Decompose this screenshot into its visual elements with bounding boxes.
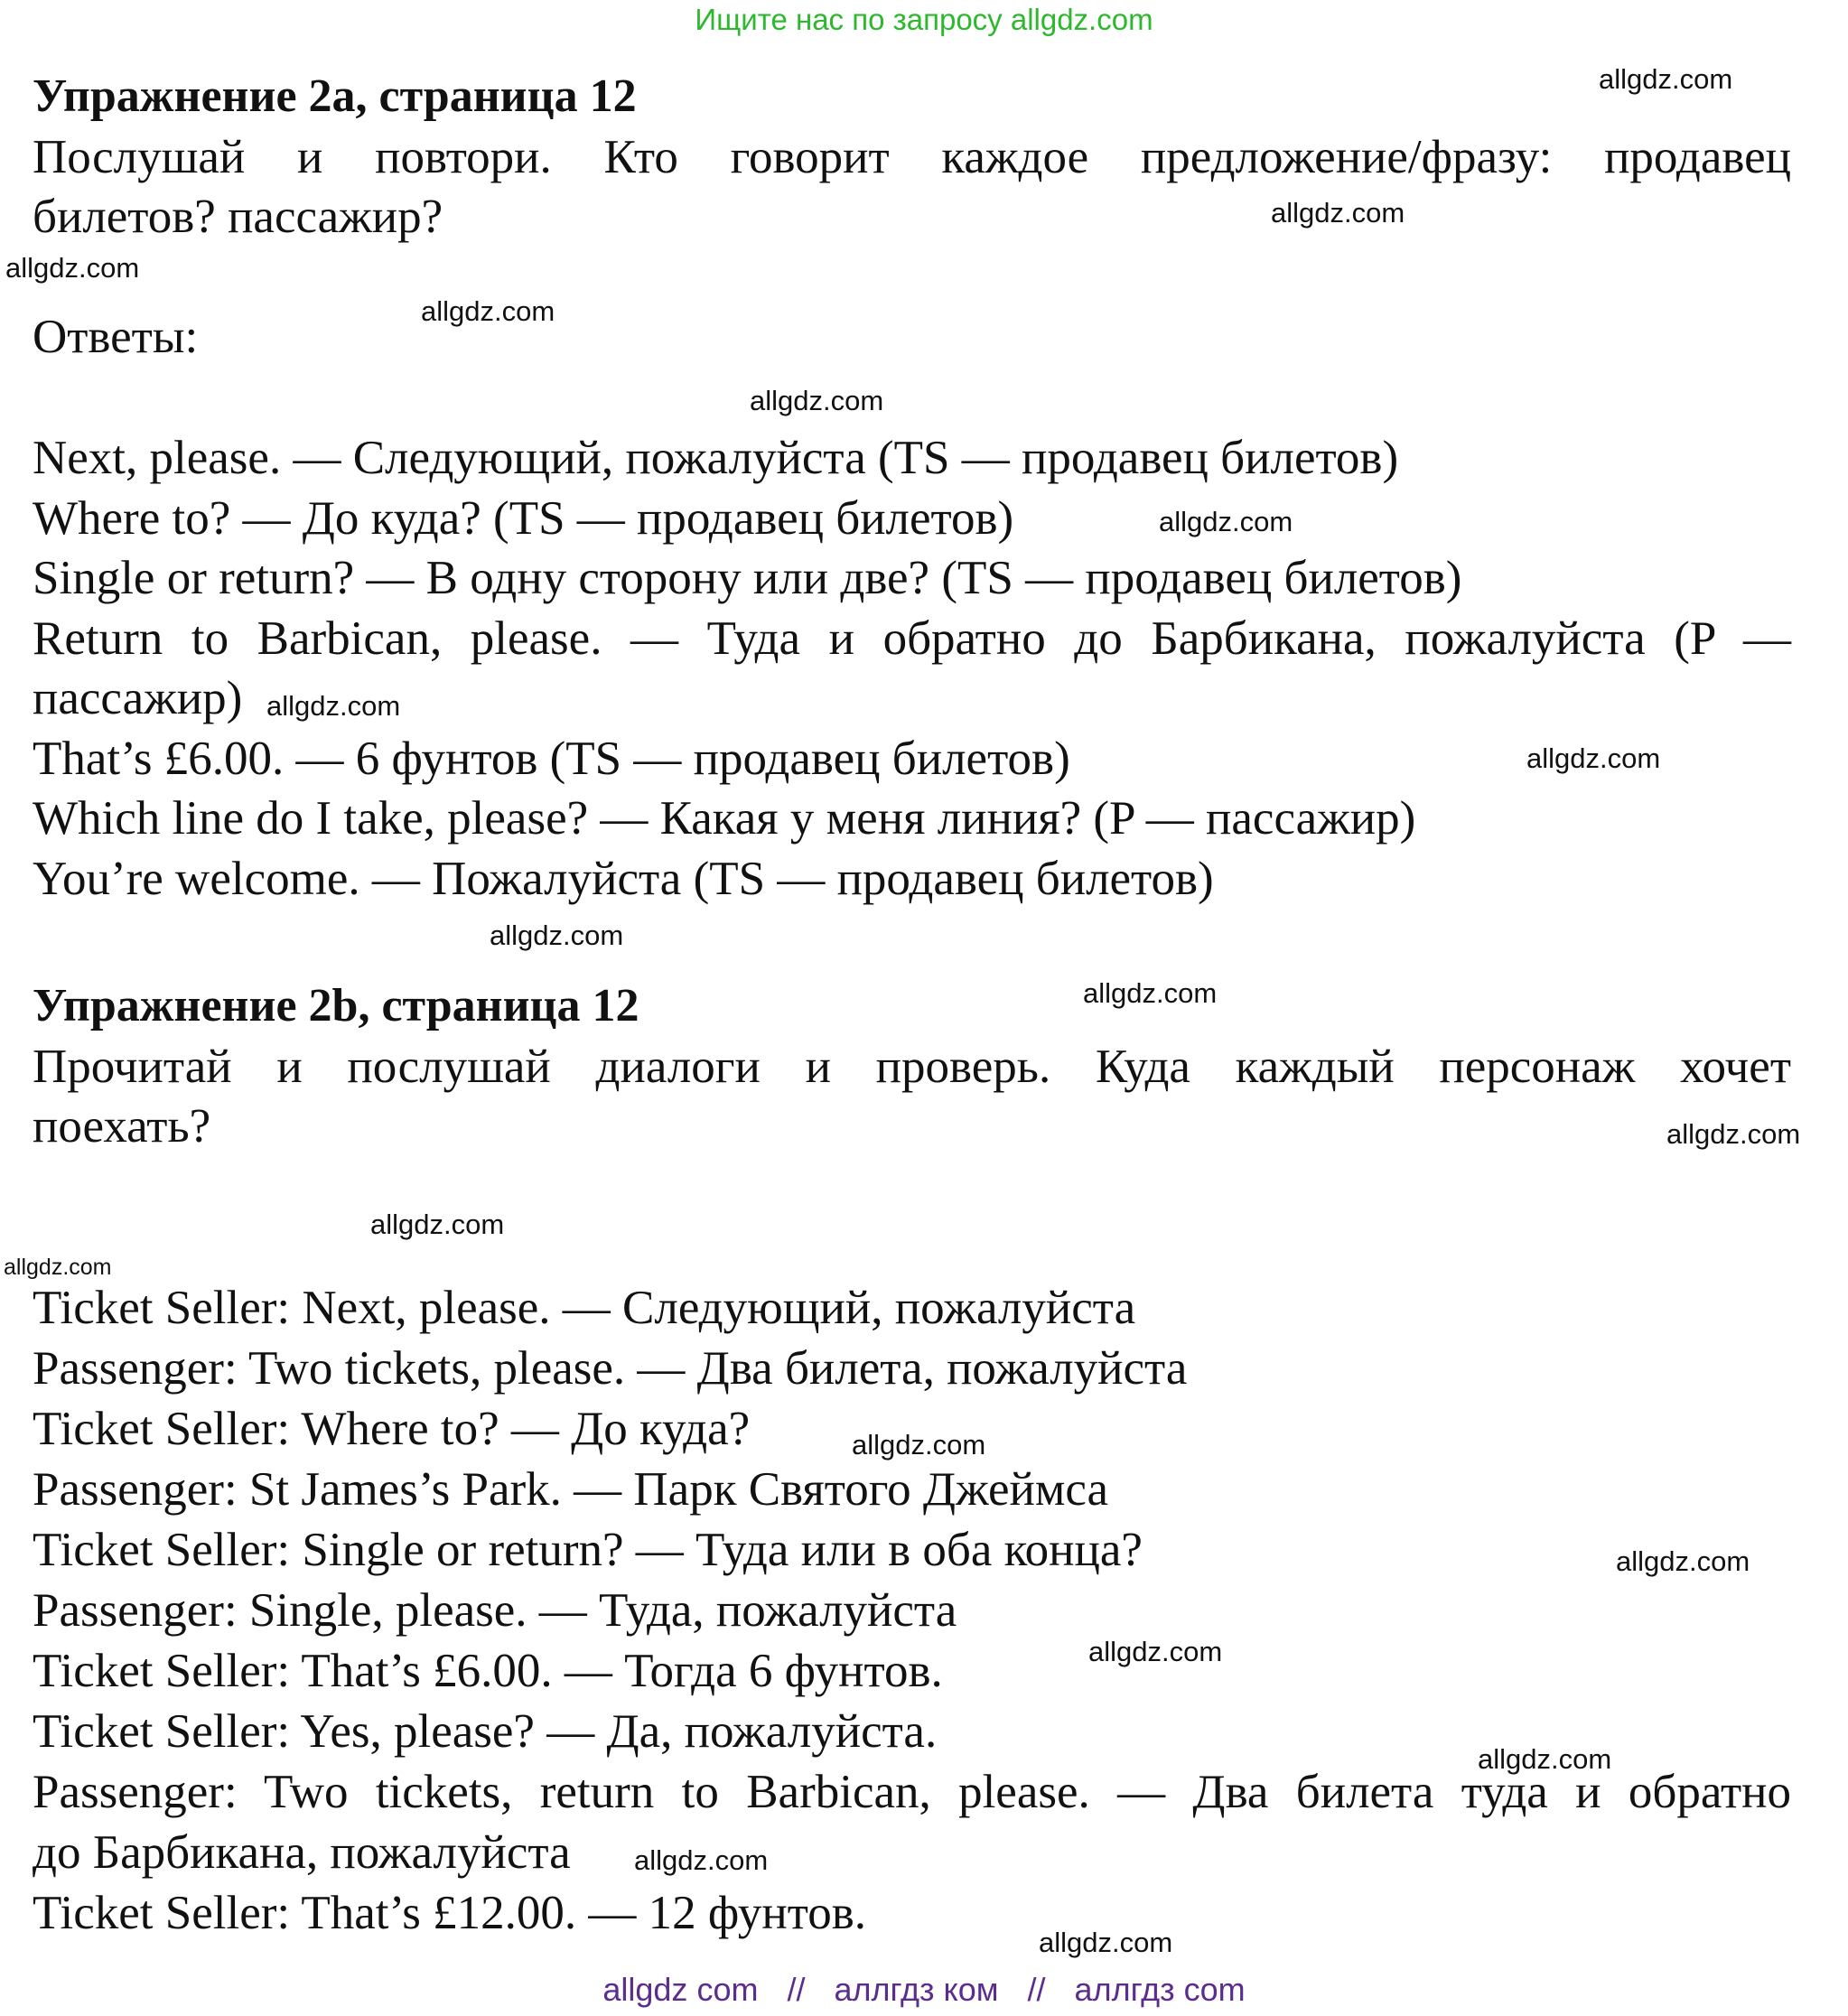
watermark: allgdz.com [1088, 1636, 1223, 1667]
exercise-2b-instruction-line-1: Прочитай и послушай диалоги и проверь. Куда каждый персонаж хочет [33, 1041, 1791, 1093]
exercise-2a-instruction-line-1: Послушай и повтори. Кто говорит каждое предложение/фразу: продавец [33, 131, 1791, 183]
watermark: allgdz.com [1083, 977, 1218, 1009]
dialogue-line: Passenger: Single, please. — Туда, пожалуйста [33, 1584, 957, 1637]
answer-line: Where to? — До куда? (TS — продавец билетов) [33, 492, 1014, 545]
dialogue-line: Passenger: Two tickets, return to Barbican, please. — Два билета туда и обратно [33, 1766, 1791, 1818]
exercise-2a-instruction-line-2: билетов? пассажир? [33, 191, 443, 243]
watermark: allgdz.com [266, 690, 401, 722]
footer-link[interactable]: allgdz com [602, 1971, 759, 2008]
dialogue-line: Ticket Seller: That’s £6.00. — Тогда 6 фунтов. [33, 1645, 943, 1697]
dialogue-line: Ticket Seller: Yes, please? — Да, пожалуйста. [33, 1705, 938, 1758]
exercise-2b-title: Упражнение 2b, страница 12 [33, 980, 639, 1031]
watermark: allgdz.com [1616, 1545, 1750, 1577]
watermark: allgdz.com [1526, 742, 1661, 774]
watermark: allgdz.com [1159, 506, 1293, 537]
watermark: allgdz.com [750, 385, 884, 416]
footer-separator: // [1027, 1971, 1046, 2008]
footer-link[interactable]: аллгдз com [1074, 1971, 1246, 2008]
answers-label: Ответы: [33, 311, 199, 363]
answer-line: Return to Barbican, please. — Туда и обратно до Барбикана, пожалуйста (P — [33, 612, 1791, 665]
dialogue-line: Ticket Seller: That’s £12.00. — 12 фунтов. [33, 1887, 866, 1939]
watermark: allgdz.com [490, 919, 624, 951]
watermark: allgdz.com [4, 1255, 112, 1280]
answer-line: Which line do I take, please? — Какая у меня линия? (P — пассажир) [33, 792, 1416, 845]
watermark: allgdz.com [421, 295, 555, 327]
dialogue-line: Ticket Seller: Where to? — До куда? [33, 1403, 751, 1455]
answer-line: You’re welcome. — Пожалуйста (TS — продавец билетов) [33, 853, 1214, 905]
dialogue-line: Passenger: St James’s Park. — Парк Святого Джеймса [33, 1463, 1109, 1516]
watermark: allgdz.com [634, 1844, 769, 1876]
watermark: allgdz.com [852, 1429, 986, 1461]
answer-line: Next, please. — Следующий, пожалуйста (TS — продавец билетов) [33, 432, 1399, 484]
answer-line: That’s £6.00. — 6 фунтов (TS — продавец билетов) [33, 733, 1070, 785]
watermark: allgdz.com [1039, 1927, 1173, 1958]
exercise-2a-title: Упражнение 2a, страница 12 [33, 70, 637, 122]
dialogue-line: до Барбикана, пожалуйста [33, 1826, 571, 1879]
watermark: allgdz.com [5, 252, 140, 284]
watermark: allgdz.com [1478, 1743, 1612, 1775]
watermark: allgdz.com [370, 1209, 505, 1240]
dialogue-line: Passenger: Two tickets, please. — Два билета, пожалуйста [33, 1342, 1188, 1395]
footer [0, 1969, 1848, 2011]
answer-line: Single or return? — В одну сторону или две? (TS — продавец билетов) [33, 552, 1462, 604]
exercise-2b-instruction-line-2: поехать? [33, 1100, 211, 1153]
dialogue-line: Ticket Seller: Single or return? — Туда или в оба конца? [33, 1524, 1143, 1576]
watermark: allgdz.com [1666, 1118, 1801, 1150]
watermark: allgdz.com [1271, 197, 1405, 229]
footer-link[interactable]: аллгдз ком [834, 1971, 999, 2008]
dialogue-line: Ticket Seller: Next, please. — Следующий, пожалуйста [33, 1282, 1136, 1334]
answer-line: пассажир) [33, 672, 243, 724]
watermark: allgdz.com [1599, 63, 1733, 95]
top-banner: Ищите нас по запросу allgdz.com [695, 3, 1153, 36]
footer-separator: // [787, 1971, 806, 2008]
